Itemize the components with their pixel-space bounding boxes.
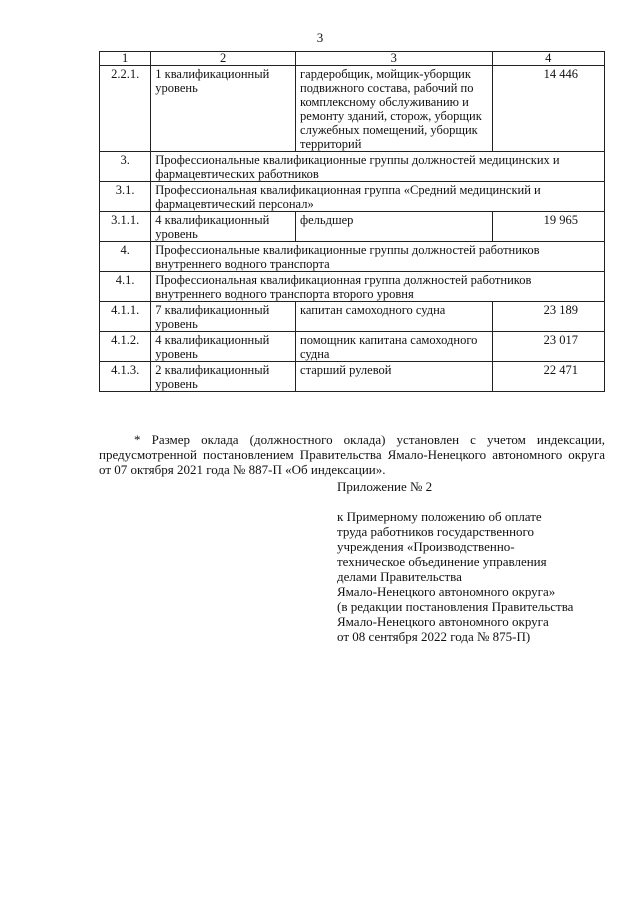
- table-row: [100, 272, 605, 302]
- row-number: 4.: [100, 242, 151, 272]
- appendix-line: труда работников государственного: [337, 524, 535, 539]
- group-title: Профессиональные квалификационные группы должностей медицинских и фармацевтических работников: [151, 152, 605, 182]
- position-list: фельдшер: [296, 212, 493, 242]
- table-row: [100, 362, 605, 392]
- salary-value: 14 446: [492, 66, 604, 152]
- table-row: [100, 242, 605, 272]
- row-number: 3.1.: [100, 182, 151, 212]
- position-list: помощник капитана самоходного судна: [296, 332, 493, 362]
- row-number: 4.1.3.: [100, 362, 151, 392]
- qualification-level: 4 квалификационный уровень: [151, 212, 296, 242]
- group-title: Профессиональная квалификационная группа должностей работников внутреннего водного транспорта второго уровня: [151, 272, 605, 302]
- appendix-lines: [337, 509, 627, 644]
- row-number: 4.1.2.: [100, 332, 151, 362]
- row-number: 3.1.1.: [100, 212, 151, 242]
- table-row: [100, 66, 605, 152]
- qualification-level: 7 квалификационный уровень: [151, 302, 296, 332]
- table-row: [100, 302, 605, 332]
- page-number: 3: [316, 30, 324, 45]
- appendix-line: Ямало-Ненецкого автономного округа»: [337, 584, 556, 599]
- salary-table: [99, 51, 605, 392]
- header-cell: 3: [296, 52, 493, 66]
- row-number: 3.: [100, 152, 151, 182]
- appendix-block: [337, 479, 627, 644]
- qualification-level: 1 квалификационный уровень: [151, 66, 296, 152]
- group-title: Профессиональная квалификационная группа «Средний медицинский и фармацевтический персонал»: [151, 182, 605, 212]
- header-cell: 4: [492, 52, 604, 66]
- row-number: 2.2.1.: [100, 66, 151, 152]
- table-row: [100, 182, 605, 212]
- salary-value: 23 017: [492, 332, 604, 362]
- table-row: [100, 152, 605, 182]
- position-list: старший рулевой: [296, 362, 493, 392]
- salary-value: 19 965: [492, 212, 604, 242]
- group-title: Профессиональные квалификационные группы должностей работников внутреннего водного транспорта: [151, 242, 605, 272]
- appendix-line: (в редакции постановления Правительства: [337, 599, 574, 614]
- row-number: 4.1.: [100, 272, 151, 302]
- appendix-line: Ямало-Ненецкого автономного округа: [337, 614, 549, 629]
- table-header-row: [100, 52, 605, 66]
- salary-value: 22 471: [492, 362, 604, 392]
- appendix-line: к Примерному положению об оплате: [337, 509, 542, 524]
- salary-value: 23 189: [492, 302, 604, 332]
- header-cell: 2: [151, 52, 296, 66]
- appendix-line: от 08 сентября 2022 года № 875-П): [337, 629, 531, 644]
- position-list: капитан самоходного судна: [296, 302, 493, 332]
- appendix-line: делами Правительства: [337, 569, 462, 584]
- appendix-line: техническое объединение управления: [337, 554, 547, 569]
- appendix-line: учреждения «Производственно-: [337, 539, 515, 554]
- row-number: 4.1.1.: [100, 302, 151, 332]
- table-row: [100, 332, 605, 362]
- table-row: [100, 212, 605, 242]
- qualification-level: 2 квалификационный уровень: [151, 362, 296, 392]
- appendix-title: Приложение № 2: [337, 479, 433, 494]
- position-list: гардеробщик, мойщик-уборщик подвижного состава, рабочий по комплексному обслуживанию и ремонту зданий, сторож, уборщик служебных помещений, уборщик территорий: [296, 66, 493, 152]
- footnote: * Размер оклада (должностного оклада) установлен с учетом индексации, предусмотренной постановлением Правительства Ямало-Ненецкого автономного округа от 07 октября 2021 года № 887-П «Об индексации».: [99, 432, 605, 477]
- qualification-level: 4 квалификационный уровень: [151, 332, 296, 362]
- header-cell: 1: [100, 52, 151, 66]
